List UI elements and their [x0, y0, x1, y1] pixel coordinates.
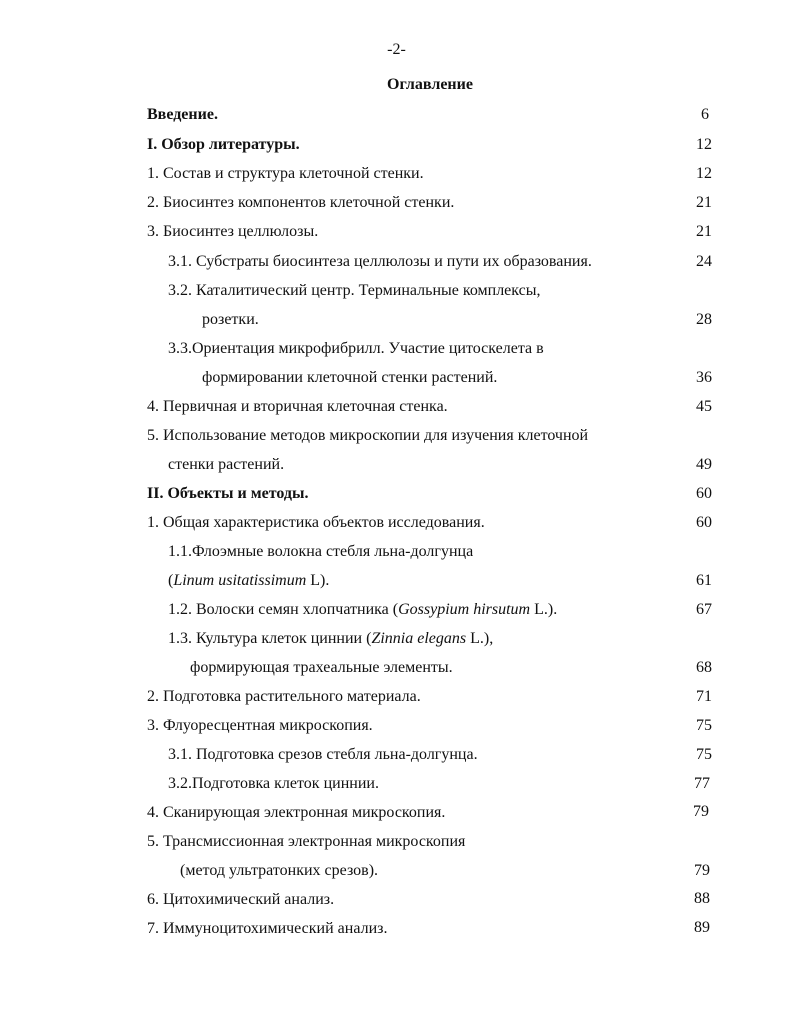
toc-entry: 1. Состав и структура клеточной стенки.: [147, 165, 424, 182]
species-name: Linum usitatissimum: [173, 572, 307, 589]
toc-entry: розетки.: [202, 311, 259, 328]
toc-page: 89: [694, 919, 710, 936]
toc-entry: 5. Трансмиссионная электронная микроскопия: [147, 833, 466, 850]
toc-entry: 3. Биосинтез целлюлозы.: [147, 223, 319, 240]
toc-page: 68: [696, 659, 712, 676]
toc-page: 60: [696, 485, 712, 502]
toc-entry: (метод ультратонких срезов).: [180, 862, 379, 879]
toc-entry: 7. Иммуноцитохимический анализ.: [147, 920, 388, 937]
toc-entry: 3.1. Подготовка срезов стебля льна-долгунца.: [168, 746, 478, 763]
toc-entry: 4. Сканирующая электронная микроскопия.: [147, 804, 446, 821]
toc-page: 67: [696, 601, 712, 618]
toc-entry: 3.1. Субстраты биосинтеза целлюлозы и пути их образования.: [168, 253, 592, 270]
toc-entry: 1.3. Культура клеток циннии (Zinnia elegans L.),: [168, 630, 494, 647]
toc-page: 71: [696, 688, 712, 705]
toc-entry: 6. Цитохимический анализ.: [147, 891, 335, 908]
species-name: Gossypium hirsutum: [398, 601, 531, 618]
toc-page: 60: [696, 514, 712, 531]
toc-page: 21: [696, 194, 712, 211]
toc-page: 79: [694, 862, 710, 879]
toc-page: 79: [693, 803, 709, 820]
toc-entry: 1. Общая характеристика объектов исследования.: [147, 514, 485, 531]
toc-page: 45: [696, 398, 712, 415]
toc-page: 88: [694, 890, 710, 907]
toc-entry: стенки растений.: [168, 456, 285, 473]
toc-entry: 3.2. Каталитический центр. Терминальные комплексы,: [168, 282, 541, 299]
toc-page: 28: [696, 311, 712, 328]
toc-page: 12: [696, 136, 712, 153]
toc-entry: (Linum usitatissimum L).: [168, 572, 330, 589]
toc-entry: 3. Флуоресцентная микроскопия.: [147, 717, 373, 734]
toc-page: 61: [696, 572, 712, 589]
toc-entry: формирующая трахеальные элементы.: [190, 659, 453, 676]
toc-entry: II. Объекты и методы.: [147, 485, 309, 502]
toc-page: 6: [701, 106, 709, 123]
toc-page: 75: [696, 746, 712, 763]
toc-page: 36: [696, 369, 712, 386]
toc-entry: 4. Первичная и вторичная клеточная стенка.: [147, 398, 448, 415]
species-name: Zinnia elegans: [371, 630, 467, 647]
toc-entry: 1.1.Флоэмные волокна стебля льна-долгунца: [168, 543, 474, 560]
toc-entry: 2. Подготовка растительного материала.: [147, 688, 421, 705]
toc-page: 24: [696, 253, 712, 270]
toc-entry: 2. Биосинтез компонентов клеточной стенки.: [147, 194, 455, 211]
toc-entry: 5. Использование методов микроскопии для изучения клеточной: [147, 427, 589, 444]
toc-entry: 3.2.Подготовка клеток циннии.: [168, 775, 379, 792]
toc-entry: формировании клеточной стенки растений.: [202, 369, 498, 386]
toc-entry: I. Обзор литературы.: [147, 136, 300, 153]
toc-page: 77: [694, 775, 710, 792]
toc-page: 75: [696, 717, 712, 734]
toc-page: 21: [696, 223, 712, 240]
toc-title: Оглавление: [387, 76, 473, 93]
toc-entry: 3.3.Ориентация микрофибрилл. Участие цитоскелета в: [168, 340, 544, 357]
toc-page: 12: [696, 165, 712, 182]
page-number: -2-: [387, 41, 406, 58]
toc-entry: Введение.: [147, 106, 218, 123]
toc-entry: 1.2. Волоски семян хлопчатника (Gossypium hirsutum L.).: [168, 601, 558, 618]
toc-page: 49: [696, 456, 712, 473]
